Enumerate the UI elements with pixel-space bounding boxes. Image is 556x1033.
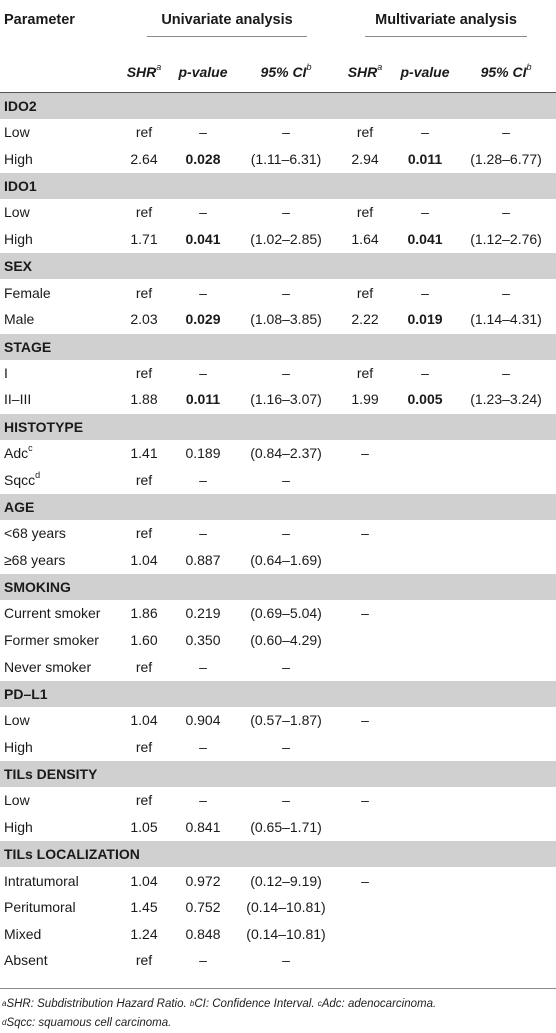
univariate-pvalue-cell: – <box>199 738 207 755</box>
row-label-text: Low <box>4 204 30 221</box>
section-title: IDO2 <box>0 93 556 120</box>
univariate-ci-cell: – <box>282 525 290 542</box>
univariate-shr-cell: ref <box>135 792 153 809</box>
univariate-ci-cell: (0.69–5.04) <box>250 605 322 622</box>
multivariate-ci-cell <box>456 520 556 547</box>
footnote-text: SHR: Subdistribution Hazard Ratio. <box>6 997 190 1010</box>
multivariate-shr-cell: 1.99 <box>351 391 379 408</box>
multivariate-shr-cell <box>336 814 394 841</box>
multivariate-header: Multivariate analysis <box>336 0 556 52</box>
multivariate-pvalue-cell: 0.005 <box>407 391 443 408</box>
row-label <box>0 199 118 226</box>
col-header-shr: SHR$^a$ <box>118 52 170 93</box>
footnote-text: Adc: adenocarcinoma. <box>321 997 437 1010</box>
multivariate-ci-cell <box>456 787 556 814</box>
header-blank <box>0 52 118 93</box>
row-label-text: Adc <box>4 445 29 462</box>
univariate-pvalue-cell: – <box>199 658 207 675</box>
col-header-ci: 95% $CI^b$ <box>456 52 556 93</box>
univariate-ci-cell: – <box>282 364 290 381</box>
multivariate-ci-cell: (1.12–2.76) <box>470 231 542 248</box>
univariate-ci-cell: – <box>282 204 290 221</box>
multivariate-ci-cell <box>456 867 556 894</box>
univariate-shr-cell: ref <box>135 364 153 381</box>
row-label-text: Absent <box>4 952 48 969</box>
univariate-pvalue-cell: 0.972 <box>185 872 221 889</box>
section-header-row <box>0 680 556 707</box>
row-label-text: <68 years <box>4 525 66 542</box>
row-label-text: Mixed <box>4 925 42 942</box>
univariate-ci-cell: (0.84–2.37) <box>250 445 322 462</box>
univariate-ci-cell: (0.57–1.87) <box>250 712 322 729</box>
multivariate-shr-cell <box>336 466 394 493</box>
row-label <box>0 306 118 333</box>
univariate-ci-cell: (0.14–10.81) <box>246 899 326 916</box>
univariate-shr-cell: 1.04 <box>130 872 158 889</box>
row-label <box>0 466 118 493</box>
table-row <box>0 279 556 306</box>
multivariate-pvalue-cell <box>394 440 456 467</box>
univariate-pvalue-cell: 0.028 <box>185 150 221 167</box>
univariate-pvalue-cell: – <box>199 124 207 141</box>
multivariate-shr-cell <box>336 947 394 974</box>
univariate-shr-cell: 1.04 <box>130 712 158 729</box>
table-row <box>0 787 556 814</box>
row-label <box>0 867 118 894</box>
section-header-row <box>0 841 556 868</box>
table-row <box>0 947 556 974</box>
row-label-text: Male <box>4 311 35 328</box>
multivariate-pvalue-cell <box>394 547 456 574</box>
table-body <box>0 93 556 974</box>
univariate-ci-cell: (1.02–2.85) <box>250 231 322 248</box>
row-label <box>0 279 118 306</box>
multivariate-ci-cell <box>456 547 556 574</box>
univariate-ci-cell: (0.12–9.19) <box>250 872 322 889</box>
multivariate-pvalue-cell <box>394 600 456 627</box>
univariate-pvalue-cell: – <box>199 204 207 221</box>
multivariate-ci-cell <box>456 600 556 627</box>
multivariate-ci-cell: (1.28–6.77) <box>470 150 542 167</box>
parameter-header: Parameter <box>4 12 75 28</box>
univariate-pvalue-cell: – <box>199 525 207 542</box>
univariate-pvalue-cell: – <box>199 952 207 969</box>
table-row <box>0 226 556 253</box>
row-label-text: High <box>4 150 33 167</box>
section-header-row <box>0 173 556 200</box>
row-label-text: I <box>4 364 8 381</box>
univariate-shr-cell: 1.88 <box>130 391 158 408</box>
section-title: TILs LOCALIZATION <box>0 841 556 868</box>
multivariate-shr-cell: 1.64 <box>351 231 379 248</box>
univariate-header: Univariate analysis <box>118 0 336 52</box>
table-row <box>0 306 556 333</box>
row-label <box>0 947 118 974</box>
col-header-pvalue: p-value <box>170 52 236 93</box>
univariate-ci-cell: – <box>282 471 290 488</box>
multivariate-ci-cell: (1.23–3.24) <box>470 391 542 408</box>
col-header-pvalue: p-value <box>394 52 456 93</box>
footnote-text: CI: Confidence Interval. <box>194 997 318 1010</box>
multivariate-shr-cell <box>336 734 394 761</box>
univariate-ci-cell: (0.60–4.29) <box>250 632 322 649</box>
section-title: TILs DENSITY <box>0 761 556 788</box>
multivariate-pvalue-cell <box>394 867 456 894</box>
table-row <box>0 440 556 467</box>
table-row <box>0 814 556 841</box>
multivariate-shr-cell: – <box>361 712 369 729</box>
row-label <box>0 627 118 654</box>
multivariate-pvalue-cell: – <box>421 124 429 141</box>
col-header-shr: SHR$^a$ <box>336 52 394 93</box>
section-header-row <box>0 333 556 360</box>
row-label-text: High <box>4 738 33 755</box>
multivariate-shr-cell: – <box>361 605 369 622</box>
table-row <box>0 920 556 947</box>
section-header-row <box>0 493 556 520</box>
row-label <box>0 440 118 467</box>
multivariate-ci-cell: – <box>502 284 510 301</box>
multivariate-pvalue-cell: – <box>421 364 429 381</box>
univariate-shr-cell: 1.71 <box>130 231 158 248</box>
univariate-pvalue-cell: 0.029 <box>185 311 221 328</box>
univariate-ci-cell: (0.14–10.81) <box>246 925 326 942</box>
footnote-marker: c <box>317 998 322 1008</box>
multivariate-shr-cell: – <box>361 872 369 889</box>
multivariate-ci-cell <box>456 734 556 761</box>
row-label <box>0 734 118 761</box>
multivariate-shr-cell: 2.22 <box>351 311 379 328</box>
univariate-pvalue-cell: 0.887 <box>185 551 221 568</box>
multivariate-ci-cell <box>456 920 556 947</box>
table-row <box>0 894 556 921</box>
univariate-pvalue-cell: 0.904 <box>185 712 221 729</box>
table-footnotes <box>0 989 556 1033</box>
multivariate-pvalue-cell <box>394 653 456 680</box>
univariate-shr-cell: 1.04 <box>130 551 158 568</box>
row-label <box>0 894 118 921</box>
univariate-ci-cell: – <box>282 792 290 809</box>
multivariate-pvalue-cell: 0.011 <box>407 150 443 167</box>
multivariate-ci-cell <box>456 627 556 654</box>
multivariate-shr-cell <box>336 627 394 654</box>
table-row <box>0 653 556 680</box>
row-label-footnote-marker: d <box>35 469 41 480</box>
multivariate-shr-cell <box>336 894 394 921</box>
section-title: PD–L1 <box>0 680 556 707</box>
univariate-shr-cell: 2.64 <box>130 150 158 167</box>
multivariate-ci-cell <box>456 814 556 841</box>
section-title: AGE <box>0 493 556 520</box>
univariate-ci-cell: (1.08–3.85) <box>250 311 322 328</box>
multivariate-shr-cell: – <box>361 525 369 542</box>
row-label-text: Sqcc <box>4 471 36 488</box>
header-row-groups <box>0 0 556 52</box>
row-label <box>0 386 118 413</box>
multivariate-pvalue-cell <box>394 947 456 974</box>
table-row <box>0 707 556 734</box>
multivariate-shr-cell: ref <box>356 284 374 301</box>
multivariate-pvalue-cell: – <box>421 284 429 301</box>
section-header-row <box>0 761 556 788</box>
row-label-text: Low <box>4 792 30 809</box>
univariate-shr-cell: 1.41 <box>130 445 158 462</box>
table-row <box>0 867 556 894</box>
table-bottom-rule <box>0 974 556 989</box>
univariate-shr-cell: ref <box>135 204 153 221</box>
univariate-shr-cell: 1.24 <box>130 925 158 942</box>
row-label-text: Former smoker <box>4 632 99 649</box>
row-label <box>0 707 118 734</box>
univariate-pvalue-cell: – <box>199 284 207 301</box>
table-row <box>0 466 556 493</box>
table-row <box>0 520 556 547</box>
univariate-ci-cell: (1.11–6.31) <box>250 150 322 167</box>
multivariate-ci-cell <box>456 707 556 734</box>
row-label <box>0 520 118 547</box>
univariate-ci-cell: – <box>282 952 290 969</box>
univariate-ci-cell: – <box>282 284 290 301</box>
section-title: STAGE <box>0 333 556 360</box>
row-label-text: Never smoker <box>4 658 92 675</box>
col-header-ci: 95% $CI^b$ <box>236 52 336 93</box>
univariate-ci-cell: – <box>282 738 290 755</box>
multivariate-shr-cell: ref <box>356 204 374 221</box>
univariate-shr-cell: ref <box>135 658 153 675</box>
multivariate-ci-cell <box>456 440 556 467</box>
row-label-text: Peritumoral <box>4 899 76 916</box>
table-row <box>0 627 556 654</box>
multivariate-pvalue-cell <box>394 787 456 814</box>
table-row <box>0 146 556 173</box>
row-label-text: ≥68 years <box>4 551 66 568</box>
section-title: SMOKING <box>0 574 556 601</box>
multivariate-pvalue-cell: 0.041 <box>407 231 443 248</box>
row-label <box>0 920 118 947</box>
univariate-shr-cell: 1.60 <box>130 632 158 649</box>
multivariate-ci-cell: – <box>502 124 510 141</box>
multivariate-ci-cell: (1.14–4.31) <box>470 311 542 328</box>
univariate-shr-cell: 1.05 <box>130 818 158 835</box>
table-row <box>0 734 556 761</box>
footnote-text: Sqcc: squamous cell carcinoma. <box>6 1016 172 1029</box>
multivariate-ci-cell <box>456 466 556 493</box>
row-label <box>0 814 118 841</box>
row-label-text: Low <box>4 124 30 141</box>
table-row <box>0 547 556 574</box>
multivariate-shr-cell: 2.94 <box>351 150 379 167</box>
section-header-row <box>0 93 556 120</box>
row-label <box>0 547 118 574</box>
section-title: SEX <box>0 253 556 280</box>
multivariate-shr-cell: – <box>361 792 369 809</box>
multivariate-shr-cell <box>336 920 394 947</box>
row-label-text: Low <box>4 712 30 729</box>
univariate-shr-cell: 1.45 <box>130 899 158 916</box>
univariate-shr-cell: ref <box>135 952 153 969</box>
univariate-pvalue-cell: – <box>199 364 207 381</box>
row-label <box>0 119 118 146</box>
section-title: HISTOTYPE <box>0 413 556 440</box>
row-label <box>0 360 118 387</box>
multivariate-pvalue-cell <box>394 920 456 947</box>
multivariate-pvalue-cell <box>394 734 456 761</box>
univariate-pvalue-cell: 0.041 <box>185 231 221 248</box>
univariate-pvalue-cell: 0.848 <box>185 925 221 942</box>
multivariate-shr-cell <box>336 547 394 574</box>
footnote-marker: a <box>2 998 7 1008</box>
univariate-ci-cell: – <box>282 658 290 675</box>
univariate-shr-cell: ref <box>135 124 153 141</box>
univariate-shr-cell: ref <box>135 471 153 488</box>
univariate-shr-cell: ref <box>135 525 153 542</box>
row-label-text: Female <box>4 284 51 301</box>
univariate-pvalue-cell: 0.011 <box>185 391 221 408</box>
multivariate-pvalue-cell <box>394 520 456 547</box>
multivariate-ci-cell: – <box>502 204 510 221</box>
table-row <box>0 199 556 226</box>
univariate-ci-cell: (0.64–1.69) <box>250 551 322 568</box>
row-label-footnote-marker: c <box>28 443 33 454</box>
multivariate-ci-cell: – <box>502 364 510 381</box>
row-label <box>0 146 118 173</box>
univariate-pvalue-cell: 0.752 <box>185 899 221 916</box>
row-label-text: High <box>4 231 33 248</box>
multivariate-shr-cell: ref <box>356 124 374 141</box>
footnote-marker: b <box>189 998 195 1008</box>
table-row <box>0 386 556 413</box>
univariate-pvalue-cell: 0.189 <box>185 445 221 462</box>
multivariate-ci-cell <box>456 894 556 921</box>
multivariate-pvalue-cell <box>394 814 456 841</box>
table-row <box>0 119 556 146</box>
multivariate-pvalue-cell <box>394 894 456 921</box>
row-label-text: Intratumoral <box>4 872 79 889</box>
section-header-row <box>0 413 556 440</box>
row-label <box>0 653 118 680</box>
row-label-text: Current smoker <box>4 605 101 622</box>
univariate-pvalue-cell: 0.841 <box>185 818 221 835</box>
row-label <box>0 600 118 627</box>
section-header-row <box>0 574 556 601</box>
section-header-row <box>0 253 556 280</box>
univariate-ci-cell: (0.65–1.71) <box>250 818 322 835</box>
row-label-text: II–III <box>4 391 32 408</box>
multivariate-pvalue-cell: 0.019 <box>407 311 443 328</box>
row-label <box>0 226 118 253</box>
row-label <box>0 787 118 814</box>
univariate-shr-cell: ref <box>135 738 153 755</box>
table-row <box>0 600 556 627</box>
univariate-pvalue-cell: 0.219 <box>185 605 221 622</box>
footnote-marker: d <box>2 1017 7 1027</box>
header-row-columns <box>0 52 556 93</box>
univariate-ci-cell: (1.16–3.07) <box>250 391 322 408</box>
multivariate-shr-cell: – <box>361 445 369 462</box>
section-title: IDO1 <box>0 173 556 200</box>
univariate-pvalue-cell: 0.350 <box>185 632 221 649</box>
multivariate-ci-cell <box>456 653 556 680</box>
multivariate-pvalue-cell <box>394 466 456 493</box>
multivariate-ci-cell <box>456 947 556 974</box>
univariate-pvalue-cell: – <box>199 792 207 809</box>
row-label-text: High <box>4 818 33 835</box>
table-row <box>0 360 556 387</box>
univariate-shr-cell: 1.86 <box>130 605 158 622</box>
univariate-shr-cell: ref <box>135 284 153 301</box>
multivariate-pvalue-cell: – <box>421 204 429 221</box>
univariate-shr-cell: 2.03 <box>130 311 158 328</box>
univariate-ci-cell: – <box>282 124 290 141</box>
univariate-pvalue-cell: – <box>199 471 207 488</box>
multivariate-shr-cell: ref <box>356 364 374 381</box>
multivariate-pvalue-cell <box>394 707 456 734</box>
multivariate-pvalue-cell <box>394 627 456 654</box>
multivariate-shr-cell <box>336 653 394 680</box>
